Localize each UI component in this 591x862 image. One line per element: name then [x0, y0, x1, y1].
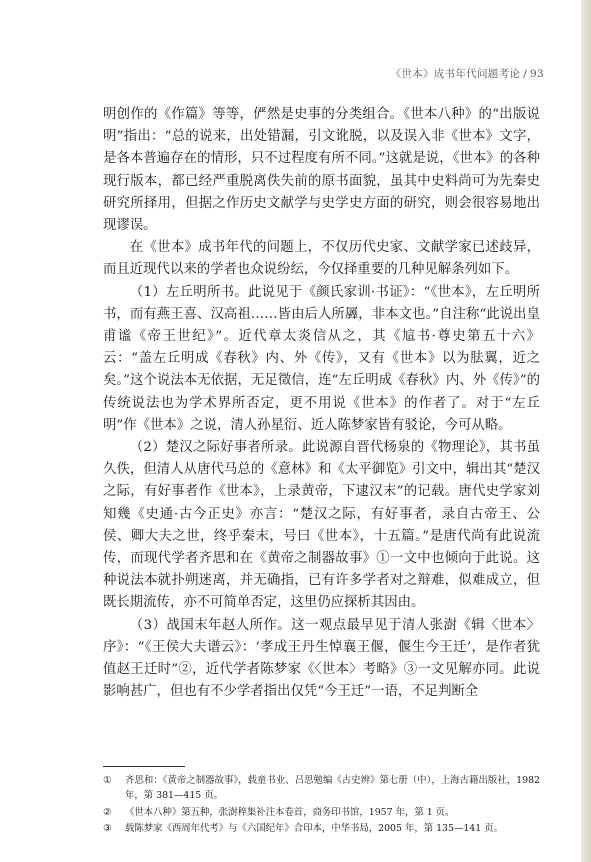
- footnote-3-text: 载陈梦家《西周年代考》与《六国纪年》合印本，中华书局，2005 年，第 135—141 页。: [125, 823, 503, 835]
- running-header-title: 《世本》成书年代问题考论: [390, 68, 521, 80]
- footnote-2-text: 《世本八种》第五种，张澍稡集补注本卷首，商务印书馆，1957 年，第 1 页。: [125, 806, 455, 818]
- footnote-2: [103, 805, 540, 820]
- footnote-2-mark: ②: [103, 806, 112, 818]
- footnotes: [103, 773, 540, 838]
- paragraph-continuation: 明创作的《作篇》等等，俨然是史事的分类组合。《世本八种》的“出版说明”指出：“总的说来，出处错漏，引文讹脱，以及误入非《世本》文字，是各本普遍存在的情形，只不过程度有所不同。”这就是说，《世本》的各种现行版本，都已经严重脱离佚失前的原书面貌，虽其中史料尚可为先秦史研究所择用，但据之作历史文献学与史学史方面的研究，则会很容易地出现谬误。: [103, 107, 540, 234]
- paragraph-view-1: （1）左丘明所书。此说见于《颜氏家训·书证》：“《世本》，左丘明所书，而有燕王喜、汉高祖……皆由后人所羼，非本文也。”自注称“此说出皇甫谧《帝王世纪》”。近代章太炎信从之，其《訄书·尊史第五十六》云：“盖左丘明成《春秋》内、外《传》，又有《世本》以为胠翼，近之矣。”这个说法本无依据，无足徵信，连“左丘明成《春秋》内、外《传》”的传统说法也为学术界所否定，更不用说《世本》的作者了。对于“左丘明”作《世本》之说，清人孙星衍、近人陈梦家皆有驳论，今可从略。: [103, 284, 540, 433]
- page-edge-shadow: [581, 0, 591, 862]
- paragraph-view-2: （2）楚汉之际好事者所录。此说源自晋代杨泉的《物理论》，其书虽久佚，但清人从唐代马总的《意林》和《太平御览》引文中，辑出其“楚汉之际，有好事者作《世本》，上录黄帝，下逮汉末”的记载。唐代史学家刘知幾《史通·古今正史》亦言：“楚汉之际，有好事者，录自古帝王、公侯、卿大夫之世，终乎秦末，号曰《世本》，十五篇。”是唐代尚有此说流传，而现代学者齐思和在《黄帝之制器故事》①一文中也倾向于此说。这种说法本就扑朔迷离，并无确指，已有许多学者对之辩难，似难成立，但既长期流传，亦不可简单否定，这里仍应探析其因由。: [103, 440, 540, 611]
- footnote-divider: [103, 766, 185, 767]
- footnote-3-mark: ③: [103, 823, 112, 835]
- footnote-1-text: 齐思和：《黄帝之制器故事》，载童书业、吕思勉编《古史辨》第七册（中），上海古籍出版社，1982 年，第 381—415 页。: [125, 775, 540, 802]
- body-text: [103, 104, 540, 703]
- footnote-3: [103, 821, 540, 836]
- footnote-1: [103, 773, 540, 804]
- running-header-separator: /: [523, 68, 528, 80]
- running-header: [391, 66, 544, 81]
- footnote-1-mark: ①: [103, 775, 112, 786]
- paragraph-intro: 在《世本》成书年代的问题上，不仅历代史家、文献学家已述歧异，而且近现代以来的学者也众说纷纭，今仅择重要的几种见解条列如下。: [103, 240, 540, 278]
- page-number: 93: [530, 68, 544, 80]
- paragraph-view-3: （3）战国末年赵人所作。这一观点最早见于清人张澍《辑〈世本〉序》：“《王侯大夫谱云》：‘孝成王丹生悼襄王偃，偃生今王迁’，是作者犹值赵王迁时”②，近代学者陈梦家《〈世本〉考略》③一文见解亦同。此说影响甚广，但也有不少学者指出仅凭“今王迁”一语，不足判断全: [103, 617, 540, 700]
